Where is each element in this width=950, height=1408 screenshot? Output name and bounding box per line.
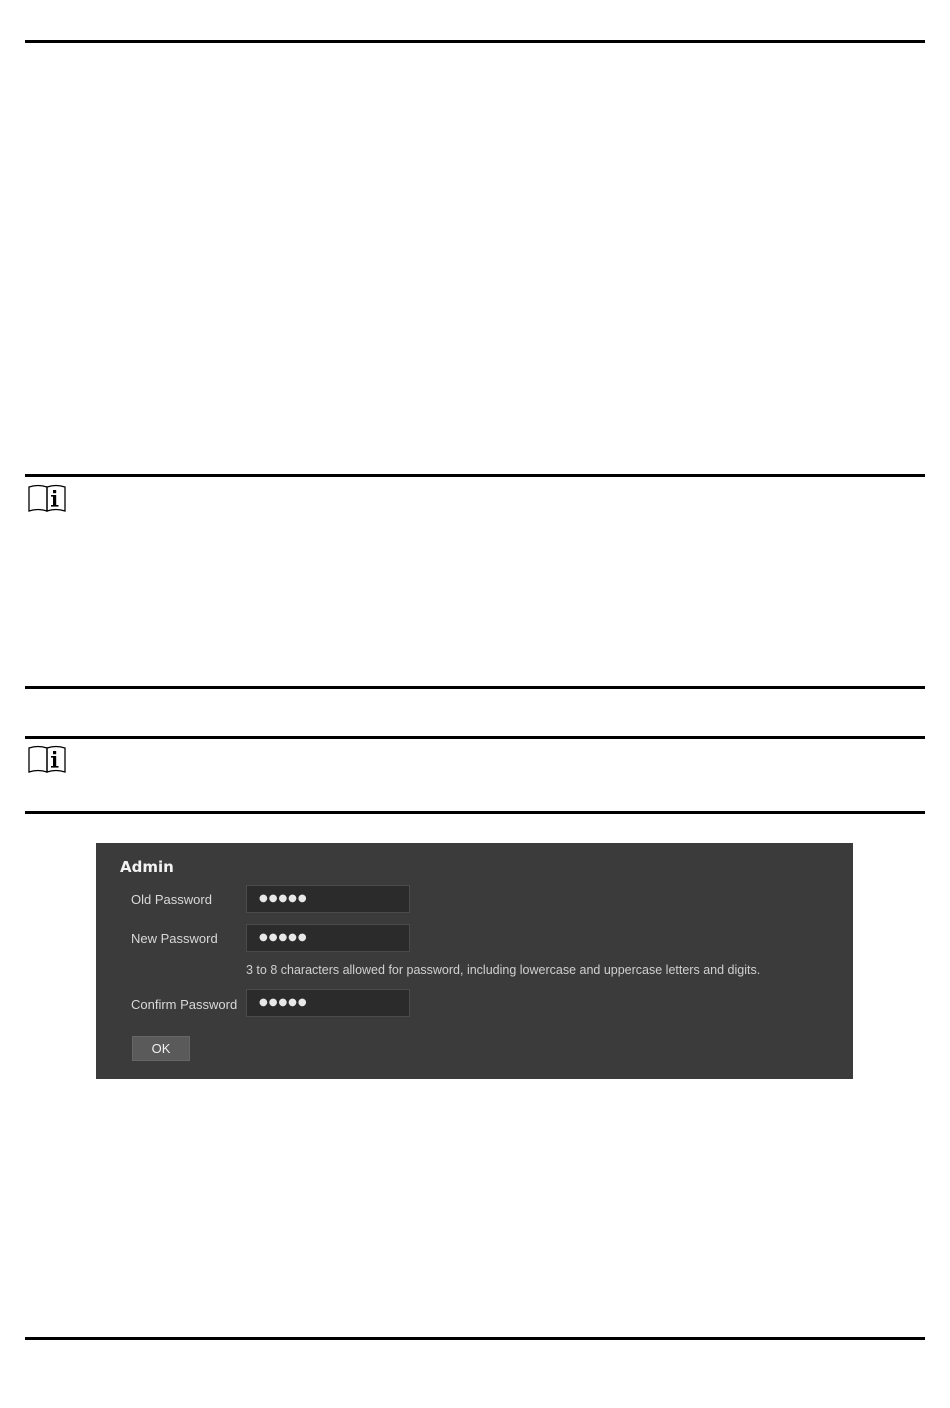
note-bottom-divider-1 <box>25 686 925 689</box>
note-top-divider-1 <box>25 474 925 477</box>
confirm-password-label: Confirm Password <box>131 997 238 1012</box>
bottom-divider <box>25 1337 925 1340</box>
password-hint: 3 to 8 characters allowed for password, including lowercase and uppercase letters and digits. <box>246 963 761 977</box>
admin-password-panel <box>96 843 853 1079</box>
note-bottom-divider-2 <box>25 811 925 814</box>
ok-button[interactable]: OK <box>132 1036 190 1061</box>
old-password-label: Old Password <box>131 892 212 907</box>
top-divider <box>25 40 925 43</box>
old-password-field[interactable]: ●●●●● <box>246 885 410 913</box>
confirm-password-field[interactable]: ●●●●● <box>246 989 410 1017</box>
new-password-field[interactable]: ●●●●● <box>246 924 410 952</box>
note-info-icon <box>27 484 67 512</box>
note-info-icon <box>27 745 67 773</box>
new-password-label: New Password <box>131 931 218 946</box>
panel-title: Admin <box>120 858 174 876</box>
note-top-divider-2 <box>25 736 925 739</box>
